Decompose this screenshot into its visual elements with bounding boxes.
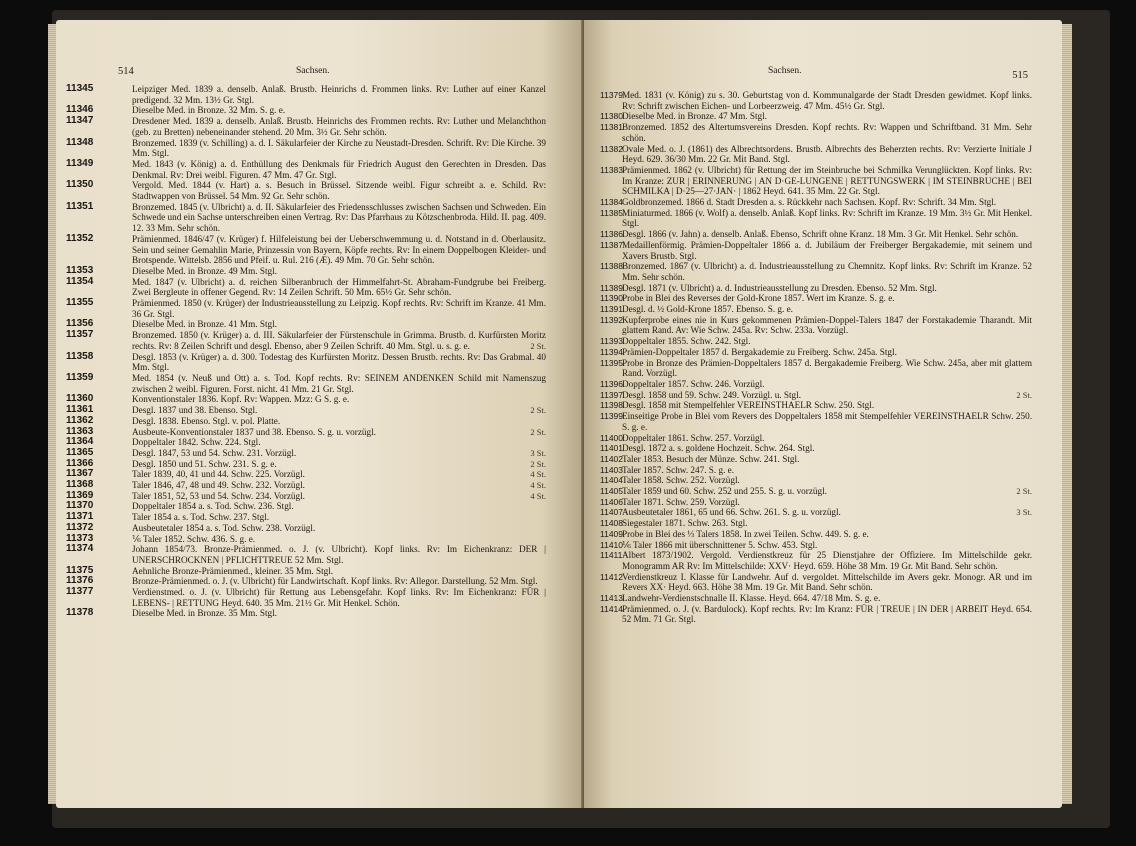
lot-description: Probe in Blei des ⅓ Talers 1858. In zwei Teilen. Schw. 449. S. g. e. xyxy=(622,528,869,539)
catalog-entry xyxy=(66,159,546,180)
lot-number: 11386 xyxy=(600,229,624,240)
lot-description: Taler 1859 und 60. Schw. 252 und 255. S. g. u. vorzügl. xyxy=(622,486,827,497)
catalog-entry xyxy=(600,122,1032,143)
lot-number: 11358 xyxy=(66,350,94,362)
lot-number: 11392 xyxy=(600,314,624,325)
lot-number: 11413 xyxy=(600,593,624,604)
lot-description: Bronze-Prämienmed. o. J. (v. Ulbricht) für Landwirtschaft. Kopf links. Rv: Allegor. Darstellung. 52 Mm. Stgl. xyxy=(132,576,538,587)
lot-description: Desgl. 1858 mit Stempelfehler VEREINSTHAELR Schw. 250. Stgl. xyxy=(622,400,875,411)
catalog-entry xyxy=(600,550,1032,571)
lot-number: 11375 xyxy=(66,564,94,576)
page-number: 515 xyxy=(1012,70,1028,81)
lot-description: Med. 1847 (v. Ulbricht) a. d. reichen Silberanbruch der Himmelfahrt-St. Abraham-Fundgrube bei Freiberg. Zwei Bergleute in offener Gegend. Rv: 14 Zeilen Schrift. 50 Mm. 65½ Gr. Sehr schön. xyxy=(132,276,546,298)
lot-number: 11389 xyxy=(600,282,624,293)
lot-number: 11411 xyxy=(600,550,623,561)
lot-number: 11382 xyxy=(600,143,624,154)
lot-description: Prämien-Doppeltaler 1857 d. Bergakademie zu Freiberg. Schw. 245a. Stgl. xyxy=(622,346,897,357)
catalog-entry xyxy=(66,405,546,416)
lot-description: Dieselbe Med. in Bronze. 32 Mm. S. g. e. xyxy=(132,105,286,116)
lot-description: Albert 1873/1902. Vergold. Verdienstkreuz für 25 Dienstjahre der Offiziere. Im Mittelschilde gekr. Monogramm AR Rv: Im Mittelschilde: XXV· Heyd. 659. Höhe 38 Mm. 19 Gr. Mit Band. Sehr schön. xyxy=(622,550,1032,571)
lot-number: 11371 xyxy=(66,511,94,523)
catalog-entry xyxy=(66,330,546,351)
catalog-entry xyxy=(600,379,1032,390)
lot-description: Med. 1854 (v. Neuß und Ott) a. s. Tod. Kopf rechts. Rv: SEINEM ANDENKEN Schild mit Namenszug zwischen 2 weibl. Figuren. Forst. nicht. 41 Mm. 21 Gr. Stgl. xyxy=(132,372,546,394)
lot-description: Kupferprobe eines nie in Kurs gekommenen Prämien-Doppel-Talers 1847 der Forstakademie Tharandt. Mit glattem Rand. Av: Wie Schw. 245a. Rv: Schw. 233a. Vorzügl. xyxy=(622,314,1032,336)
lot-number: 11383 xyxy=(600,164,624,175)
lot-description: Desgl. 1858 und 59. Schw. 249. Vorzügl. u. Stgl. xyxy=(622,389,801,400)
catalog-entry xyxy=(66,437,546,448)
catalog-entry-list xyxy=(600,90,1032,625)
catalog-entry xyxy=(66,180,546,201)
catalog-entry xyxy=(66,234,546,266)
lot-description: Bronzemed. 1845 (v. Ulbricht) a. d. II. Säkularfeier des Friedensschlusses zwischen Sachsen und Schweden. Ein Schwede und ein Sachse unterschreiben einen Vertrag. Rv: Das Pfarrhaus zu Kötzschenbroda. Hild. II. pag. 409. 12. 33 Mm. Sehr schön. xyxy=(132,201,546,234)
lot-number: 11376 xyxy=(66,575,94,587)
lot-description: Prämienmed. o. J. (v. Bardulock). Kopf rechts. Rv: Im Kranz: FÜR | TREUE | IN DER | ARBEIT Heyd. 654. 52 Mm. 71 Gr. Stgl. xyxy=(622,603,1032,625)
right-page xyxy=(584,20,1062,808)
lot-number: 11409 xyxy=(600,528,624,539)
lot-number: 11346 xyxy=(66,104,94,116)
lot-description: Dieselbe Med. in Bronze. 41 Mm. Stgl. xyxy=(132,319,277,330)
lot-description: Verdienstmed. o. J. (v. Ulbricht) für Rettung aus Lebensgefahr. Kopf links. Rv: Im Eichenkranz: FÜR | LEBENS- | RETTUNG Heyd. 640. 35 Mm. 21½ Gr. Mit Henkel. Schön. xyxy=(132,587,546,608)
catalog-entry xyxy=(66,116,546,137)
lot-number: 11349 xyxy=(66,157,94,169)
lot-number: 11391 xyxy=(600,304,624,315)
lot-description: Johann 1854/73. Bronze-Prämienmed. o. J. (v. Ulbricht). Kopf links. Rv: Im Eichenkranz: DER | UNERSCHROCKNEN | PFLICHTTREUE 52 Mm. Stgl. xyxy=(132,544,546,565)
catalog-entry xyxy=(600,400,1032,411)
lot-description: Prämienmed. 1850 (v. Krüger) der Industrieausstellung zu Leipzig. Kopf rechts. Rv: Schrift im Kranze. 41 Mm. 36 Gr. Stgl. xyxy=(132,298,546,319)
lot-number: 11395 xyxy=(600,357,624,368)
catalog-entry xyxy=(600,197,1032,208)
lot-description: Prämienmed. 1862 (v. Ulbricht) für Rettung der im Steinbruche bei Schmilka Verunglückten. Kopf links. Rv: Im Kranze: ZUR | ERINNERUNG | AN D·GE-LUNGENE | RETTUNGSWERK | IM STEINBRUCHE | BEI SCHMILKA | D·25—27·JAN· | 1862 Heyd. 641. 35 Mm. 22 Gr. Stgl. xyxy=(622,164,1032,197)
lot-number: 11390 xyxy=(600,293,624,304)
lot-number: 11388 xyxy=(600,261,624,272)
catalog-entry xyxy=(66,512,546,523)
lot-description: Aehnliche Bronze-Prämienmed., kleiner. 35 Mm. Stgl. xyxy=(132,565,334,576)
page-number: 514 xyxy=(118,66,134,77)
piece-count: 3 St. xyxy=(530,447,546,458)
lot-description: Siegestaler 1871. Schw. 263. Stgl. xyxy=(622,518,748,529)
catalog-entry xyxy=(66,277,546,298)
lot-number: 11385 xyxy=(600,207,624,218)
lot-description: Probe in Blei des Reverses der Gold-Krone 1857. Wert im Kranze. S. g. e. xyxy=(622,293,895,304)
catalog-entry xyxy=(600,411,1032,432)
catalog-entry xyxy=(66,534,546,545)
catalog-entry xyxy=(66,448,546,459)
lot-description: Med. 1831 (v. König) zu s. 30. Geburtstag von d. Kommunalgarde der Stadt Dresden gewidmet. Kopf links. Rv: Schrift zwischen Eichen- und Lorbeerzweig. 47 Mm. 45½ Gr. Stgl. xyxy=(622,90,1032,111)
lot-description: Taler 1857. Schw. 247. S. g. e. xyxy=(622,464,735,475)
lot-number: 11372 xyxy=(66,521,94,533)
catalog-entry xyxy=(66,608,546,619)
lot-description: Doppeltaler 1857. Schw. 246. Vorzügl. xyxy=(622,378,765,389)
catalog-entry xyxy=(600,572,1032,593)
lot-number: 11370 xyxy=(66,500,94,512)
catalog-entry xyxy=(66,523,546,534)
lot-number: 11361 xyxy=(66,404,94,416)
lot-description: Taler 1851, 52, 53 und 54. Schw. 234. Vorzügl. xyxy=(132,490,305,501)
catalog-entry xyxy=(66,394,546,405)
catalog-entry-list xyxy=(66,84,546,619)
lot-number: 11402 xyxy=(600,453,624,464)
catalog-entry xyxy=(66,566,546,577)
lot-description: ⅙ Taler 1866 mit überschnittener 5. Schw. 453. Stgl. xyxy=(622,539,818,550)
catalog-entry xyxy=(600,90,1032,111)
left-page xyxy=(56,20,584,808)
catalog-entry xyxy=(66,84,546,105)
lot-description: Probe in Bronze des Prämien-Doppeltalers 1857 d. Bergakademie Freiberg. Wie Schw. 245a, aber mit glattem Rand. Vorzügl. xyxy=(622,357,1032,379)
lot-number: 11352 xyxy=(66,232,94,244)
lot-description: Desgl. 1853 (v. Krüger) a. d. 300. Todestag des Kurfürsten Moritz. Dessen Brustb. rechts. Rv: Das Grabmal. 40 Mm. Stgl. xyxy=(132,351,546,373)
piece-count: 2 St. xyxy=(530,340,546,351)
catalog-entry xyxy=(600,358,1032,379)
lot-number: 11359 xyxy=(66,371,94,383)
catalog-entry xyxy=(66,319,546,330)
lot-number: 11381 xyxy=(600,122,624,133)
lot-description: Verdienstkreuz I. Klasse für Landwehr. Auf d. vergoldet. Mittelschilde im Avers gekr. Monogr. AR und im Revers XX· Heyd. 663. Höhe 38 Mm. 19 Gr. Mit Band. Sehr schön. xyxy=(622,571,1032,593)
lot-description: Ovale Med. o. J. (1861) des Albrechtsordens. Brustb. Albrechts des Beherzten rechts. Rv: Verzierte Initiale J Heyd. 629. 36/30 Mm. 22 Gr. Mit Band. Stgl. xyxy=(622,143,1032,165)
catalog-entry xyxy=(600,475,1032,486)
catalog-entry xyxy=(600,229,1032,240)
catalog-entry xyxy=(600,304,1032,315)
catalog-entry xyxy=(600,593,1032,604)
catalog-entry xyxy=(66,416,546,427)
piece-count: 2 St. xyxy=(530,405,546,416)
catalog-entry xyxy=(66,138,546,159)
lot-description: Vergold. Med. 1844 (v. Hart) a. s. Besuch in Brüssel. Sitzende weibl. Figur schreibt a. e. Schild. Rv: Stadtwappen von Brüssel. 54 Mm. 92 Gr. Sehr schön. xyxy=(132,180,546,202)
piece-count: 2 St. xyxy=(530,458,546,469)
catalog-entry xyxy=(600,390,1032,401)
lot-description: Taler 1839, 40, 41 und 44. Schw. 225. Vorzügl. xyxy=(132,469,305,480)
piece-count: 2 St. xyxy=(530,426,546,437)
catalog-entry xyxy=(600,240,1032,261)
lot-description: Ausbeute-Konventionstaler 1837 und 38. Ebenso. S. g. u. vorzügl. xyxy=(132,426,376,437)
lot-number: 11367 xyxy=(66,468,94,480)
lot-number: 11354 xyxy=(66,275,94,287)
catalog-entry xyxy=(66,491,546,502)
catalog-entry xyxy=(66,501,546,512)
lot-description: Dieselbe Med. in Bronze. 35 Mm. Stgl. xyxy=(132,608,277,619)
lot-description: Einseitige Probe in Blei vom Revers des Doppeltalers 1858 mit Stempelfehler VEREINSTHAELR Schw. 250. S. g. e. xyxy=(622,411,1032,432)
lot-number: 11396 xyxy=(600,378,624,389)
lot-description: Ausbeutetaler 1861, 65 und 66. Schw. 261. S. g. u. vorzügl. xyxy=(622,507,841,518)
lot-number: 11363 xyxy=(66,425,94,437)
lot-number: 11408 xyxy=(600,518,624,529)
lot-number: 11405 xyxy=(600,486,624,497)
lot-number: 11373 xyxy=(66,532,94,544)
lot-description: ⅙ Taler 1852. Schw. 436. S. g. e. xyxy=(132,533,256,544)
piece-count: 4 St. xyxy=(530,480,546,491)
catalog-entry xyxy=(66,298,546,319)
lot-description: Desgl. 1871 (v. Ulbricht) a. d. Industrieausstellung zu Dresden. Ebenso. 52 Mm. Stgl. xyxy=(622,282,937,293)
catalog-entry xyxy=(600,497,1032,508)
lot-number: 11366 xyxy=(66,457,94,469)
catalog-entry xyxy=(600,454,1032,465)
catalog-entry xyxy=(600,507,1032,518)
catalog-entry xyxy=(600,604,1032,625)
catalog-entry xyxy=(600,336,1032,347)
lot-description: Bronzemed. 1867 (v. Ulbricht) a. d. Industrieausstellung zu Chemnitz. Kopf links. Rv: Schrift im Kranze. 52 Mm. Sehr schön. xyxy=(622,261,1032,282)
lot-number: 11399 xyxy=(600,411,624,422)
catalog-entry xyxy=(66,105,546,116)
lot-description: Desgl. 1838. Ebenso. Stgl. v. pol. Platte. xyxy=(132,415,281,426)
lot-description: Prämienmed. 1846/47 (v. Krüger) f. Hilfeleistung bei der Ueberschwemmung u. d. Notstand in d. Oberlausitz. Sein und seiner Gemahlin Marie, Prinzessin von Bayern, Köpfe rechts. Rv: In einem Doppelbogen Kleider- und Brotspende. Wittelsb. 2856 und Pfeif. u. Rul. 216 (Æ). 49 Mm. 70 Gr. Sehr schön. xyxy=(132,233,546,266)
piece-count: 4 St. xyxy=(530,469,546,480)
catalog-entry xyxy=(66,202,546,234)
lot-number: 11348 xyxy=(66,136,94,148)
lot-number: 11353 xyxy=(66,264,94,276)
lot-number: 11362 xyxy=(66,414,94,426)
lot-number: 11368 xyxy=(66,479,94,491)
lot-description: Konventionstaler 1836. Kopf. Rv: Wappen. Mzz: G S. g. e. xyxy=(132,394,350,405)
lot-number: 11356 xyxy=(66,318,94,330)
lot-description: Desgl. 1847, 53 und 54. Schw. 231. Vorzügl. xyxy=(132,447,297,458)
lot-description: Doppeltaler 1861. Schw. 257. Vorzügl. xyxy=(622,432,765,443)
catalog-entry xyxy=(600,540,1032,551)
lot-number: 11410 xyxy=(600,539,624,550)
catalog-entry xyxy=(600,347,1032,358)
lot-number: 11400 xyxy=(600,432,624,443)
lot-number: 11401 xyxy=(600,443,624,454)
lot-number: 11351 xyxy=(66,200,94,212)
catalog-entry xyxy=(66,373,546,394)
catalog-entry xyxy=(66,459,546,470)
catalog-entry xyxy=(600,111,1032,122)
lot-description: Bronzemed. 1852 des Altertumsvereins Dresden. Kopf rechts. Rv: Wappen und Schriftband. 31 Mm. Sehr schön. xyxy=(622,122,1032,143)
lot-description: Dieselbe Med. in Bronze. 49 Mm. Stgl. xyxy=(132,265,277,276)
lot-description: Miniaturmed. 1866 (v. Wolf) a. denselb. Anlaß. Kopf links. Rv: Schrift im Kranze. 19 Mm. 3½ Gr. Mit Henkel. Stgl. xyxy=(622,207,1032,229)
lot-number: 11406 xyxy=(600,496,624,507)
lot-description: Taler 1858. Schw. 252. Vorzügl. xyxy=(622,475,740,486)
lot-number: 11345 xyxy=(66,83,94,94)
lot-number: 11387 xyxy=(600,239,624,250)
running-head: Sachsen. xyxy=(296,66,330,76)
lot-description: Desgl. d. ½ Gold-Krone 1857. Ebenso. S. g. e. xyxy=(622,304,793,315)
piece-count: 4 St. xyxy=(530,490,546,501)
lot-description: Taler 1871. Schw. 259. Vorzügl. xyxy=(622,496,740,507)
lot-number: 11360 xyxy=(66,393,94,405)
lot-description: Desgl. 1850 und 51. Schw. 231. S. g. e. xyxy=(132,458,277,469)
lot-description: Desgl. 1866 (v. Jahn) a. denselb. Anlaß. Ebenso, Schrift ohne Kranz. 18 Mm. 3 Gr. Mit Henkel. Sehr schön. xyxy=(622,229,1019,240)
catalog-entry xyxy=(66,469,546,480)
piece-count: 3 St. xyxy=(1016,507,1032,518)
catalog-entry xyxy=(66,480,546,491)
lot-number: 11394 xyxy=(600,346,624,357)
lot-number: 11355 xyxy=(66,297,94,309)
lot-description: Doppeltaler 1855. Schw. 242. Stgl. xyxy=(622,336,751,347)
lot-description: Desgl. 1837 und 38. Ebenso. Stgl. xyxy=(132,405,258,416)
piece-count: 2 St. xyxy=(1016,389,1032,400)
lot-description: Leipziger Med. 1839 a. denselb. Anlaß. Brustb. Heinrichs d. Frommen links. Rv: Luther auf einer Kanzel predigend. 32 Mm. 13½ Gr. Stgl. xyxy=(132,84,546,105)
lot-number: 11393 xyxy=(600,336,624,347)
catalog-entry xyxy=(600,144,1032,165)
lot-number: 11403 xyxy=(600,464,624,475)
lot-number: 11397 xyxy=(600,389,624,400)
lot-description: Taler 1853. Besuch der Münze. Schw. 241. Stgl. xyxy=(622,453,800,464)
lot-number: 11350 xyxy=(66,179,94,191)
lot-number: 11379 xyxy=(600,90,624,100)
lot-number: 11369 xyxy=(66,489,94,501)
lot-number: 11398 xyxy=(600,400,624,411)
catalog-entry xyxy=(600,261,1032,282)
lot-number: 11374 xyxy=(66,543,94,555)
page-edge-right xyxy=(1062,24,1072,804)
catalog-entry xyxy=(66,544,546,565)
lot-number: 11364 xyxy=(66,436,94,448)
lot-number: 11412 xyxy=(600,571,624,582)
catalog-entry xyxy=(66,576,546,587)
lot-description: Medaillenförmig. Prämien-Doppeltaler 1866 a. d. Jubiläum der Freiberger Bergakademie, mit seinem und Xavers Brustb. Stgl. xyxy=(622,239,1032,261)
lot-number: 11365 xyxy=(66,446,94,458)
lot-number: 11384 xyxy=(600,197,624,208)
catalog-entry xyxy=(600,529,1032,540)
lot-number: 11378 xyxy=(66,607,94,619)
lot-description: Doppeltaler 1842. Schw. 224. Stgl. xyxy=(132,437,261,448)
lot-description: Taler 1846, 47, 48 und 49. Schw. 232. Vorzügl. xyxy=(132,480,305,491)
lot-description: Dresdener Med. 1839 a. denselb. Anlaß. Brustb. Heinrichs des Frommen rechts. Rv: Luther und Melanchthon (geb. zu Bretten) nebeneinander stehend. 20 Mm. 3½ Gr. Sehr schön. xyxy=(132,116,546,137)
catalog-entry xyxy=(600,293,1032,304)
lot-number: 11377 xyxy=(66,586,94,598)
lot-description: Med. 1843 (v. König) a. d. Enthüllung des Denkmals für Friedrich August den Gerechten in Dresden. Das Denkmal. Rv: Drei weibl. Figuren. 47 Mm. 47 Gr. Stgl. xyxy=(132,158,546,180)
lot-description: Landwehr-Verdienstschnalle II. Klasse. Heyd. 664. 47/18 Mm. S. g. e. xyxy=(622,593,881,604)
lot-description: Bronzemed. 1839 (v. Schilling) a. d. I. Säkularfeier der Kirche zu Neustadt-Dresden. Schrift. Rv: Die Kirche. 39 Mm. Stgl. xyxy=(132,137,546,159)
lot-description: Taler 1854 a. s. Tod. Schw. 237. Stgl. xyxy=(132,512,270,523)
catalog-entry xyxy=(600,465,1032,476)
catalog-entry xyxy=(600,283,1032,294)
catalog-entry xyxy=(66,427,546,438)
lot-number: 11414 xyxy=(600,603,624,614)
lot-description: Desgl. 1872 a. s. goldene Hochzeit. Schw. 264. Stgl. xyxy=(622,443,815,454)
lot-number: 11404 xyxy=(600,475,624,486)
lot-description: Doppeltaler 1854 a. s. Tod. Schw. 236. Stgl. xyxy=(132,501,294,512)
running-head: Sachsen. xyxy=(768,66,802,76)
catalog-entry xyxy=(600,315,1032,336)
catalog-entry xyxy=(66,266,546,277)
lot-description: Ausbeutetaler 1854 a. s. Tod. Schw. 238. Vorzügl. xyxy=(132,522,316,533)
catalog-entry xyxy=(600,208,1032,229)
lot-description: Goldbronzemed. 1866 d. Stadt Dresden a. s. Rückkehr nach Sachsen. Kopf. Rv: Schrift. 34 Mm. Stgl. xyxy=(622,197,997,208)
lot-number: 11380 xyxy=(600,111,624,122)
catalog-entry xyxy=(600,518,1032,529)
catalog-entry xyxy=(66,352,546,373)
catalog-entry xyxy=(600,486,1032,497)
lot-description: Bronzemed. 1850 (v. Krüger) a. d. III. Säkularfeier der Fürstenschule in Grimma. Brustb. d. Kurfürsten Moritz rechts. Rv: 8 Zeilen Schrift und desgl. Ebenso, aber 9 Zeilen Schrift. 40 Mm. Stgl. u. s. g. e. xyxy=(132,330,546,351)
piece-count: 2 St. xyxy=(1016,486,1032,497)
catalog-entry xyxy=(66,587,546,608)
lot-number: 11407 xyxy=(600,507,624,518)
catalog-entry xyxy=(600,443,1032,454)
lot-number: 11347 xyxy=(66,115,94,127)
catalog-entry xyxy=(600,433,1032,444)
lot-number: 11357 xyxy=(66,329,94,341)
catalog-entry xyxy=(600,165,1032,197)
lot-description: Dieselbe Med. in Bronze. 47 Mm. Stgl. xyxy=(622,111,767,122)
